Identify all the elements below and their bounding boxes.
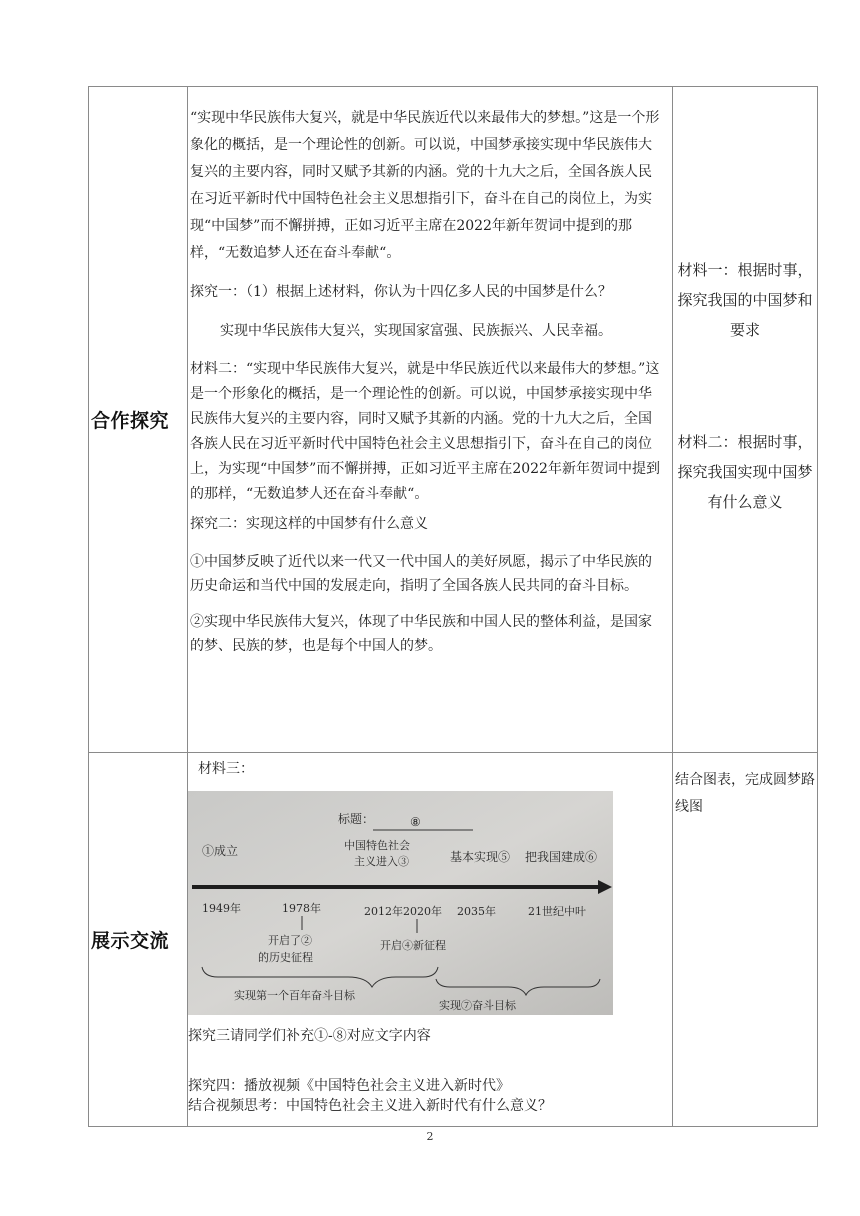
timeline-label-history: 的历史征程: [258, 951, 313, 964]
show-exchange-row: [89, 753, 818, 1127]
year-2035: 2035年: [457, 905, 496, 918]
row-label: 合作探究: [91, 410, 170, 432]
lesson-table: [88, 86, 818, 1127]
timeline-title-label: 标题：: [338, 812, 375, 826]
timeline-label-founded: ①成立: [202, 844, 239, 858]
explore-one-question: 探究一：（1）根据上述材料，你认为十四亿多人民的中国梦是什么？: [190, 284, 612, 300]
cooperative-explore-row: [89, 87, 818, 753]
row-label-cell: [89, 753, 188, 1127]
timeline-label-basic: 基本实现⑤: [450, 850, 511, 864]
year-1978: 1978年: [282, 902, 321, 915]
explore-two-question: 探究二：实现这样的中国梦有什么意义: [190, 516, 428, 532]
exchange-content-cell: [188, 753, 673, 1127]
goal-one-text: 实现第一个百年奋斗目标: [234, 989, 355, 1002]
explore-four: 探究四：播放视频《中国特色社会主义进入新时代》: [188, 1078, 510, 1094]
timeline-label-enter: 主义进入③: [354, 855, 409, 868]
row-label: 展示交流: [91, 930, 170, 952]
page-number: 2: [426, 1130, 434, 1143]
dream-roadmap-photo: [188, 791, 613, 1015]
material-two: 材料二：“实现中华民族伟大复兴，就是中华民族近代以来最伟大的梦想。”这是一个形象化的概括，是一个理论性的创新。可以说，中国梦承接实现中华民族伟大复兴的主要内容，同时又赋予其新的内涵。党的十九大之后，全国各族人民在习近平新时代中国特色社会主义思想指引下，奋斗在自己的岗位上，为实现“中国梦”而不懈拼搏，正如习近平主席在2022年新年贺词中提到的那样，“无数追梦人还在奋斗奉献“。: [190, 361, 660, 502]
guidance-roadmap: 结合图表，完成圆梦路线图: [675, 772, 815, 815]
significance-point-two: ②实现中华民族伟大复兴，体现了中华民族和中国人民的整体利益，是国家的梦、民族的梦，也是每个中国人的梦。: [190, 614, 652, 654]
material-quote: “实现中华民族伟大复兴，就是中华民族近代以来最伟大的梦想。”这是一个形象化的概括，是一个理论性的创新。可以说，中国梦承接实现中华民族伟大复兴的主要内容，同时又赋予其新的内涵。党的十九大之后，全国各族人民在习近平新时代中国特色社会主义思想指引下，奋斗在自己的岗位上，为实现“中国梦”而不懈拼搏，正如习近平主席在2022年新年贺词中提到的那样，“无数追梦人还在奋斗奉献“。: [190, 110, 660, 261]
guidance-material-one: 材料一：根据时事，探究我国的中国梦和要求: [677, 261, 813, 339]
timeline-label-build: 把我国建成⑥: [525, 850, 598, 864]
explore-one-answer: 实现中华民族伟大复兴，实现国家富强、民族振兴、人民幸福。: [220, 323, 612, 339]
year-2020: 2020年: [403, 905, 442, 918]
goal-two-text: 实现⑦奋斗目标: [439, 999, 516, 1012]
guidance-cell: [673, 87, 818, 753]
title-blank: ⑧: [410, 815, 421, 829]
row-label-cell: [89, 87, 188, 753]
timeline-label-new-journey: 开启④新征程: [380, 939, 446, 952]
year-mid-century: 21世纪中叶: [528, 905, 586, 918]
photo-background: [188, 791, 613, 1015]
year-1949: 1949年: [202, 902, 241, 915]
guidance-cell: [673, 753, 818, 1127]
explore-three: 探究三请同学们补充①-⑧对应文字内容: [188, 1028, 431, 1044]
material-three-label: 材料三：: [198, 761, 254, 777]
explore-four-question: 结合视频思考：中国特色社会主义进入新时代有什么意义？: [188, 1098, 552, 1114]
year-2012: 2012年: [364, 905, 403, 918]
explore-content-cell: [188, 87, 673, 753]
timeline-label-opened: 开启了②: [268, 934, 312, 947]
significance-point-one: ①中国梦反映了近代以来一代又一代中国人的美好夙愿，揭示了中华民族的历史命运和当代中国的发展走向，指明了全国各族人民共同的奋斗目标。: [190, 554, 652, 594]
timeline-label-socialism: 中国特色社会: [344, 839, 410, 852]
guidance-material-two: 材料二：根据时事，探究我国实现中国梦有什么意义: [677, 433, 813, 511]
